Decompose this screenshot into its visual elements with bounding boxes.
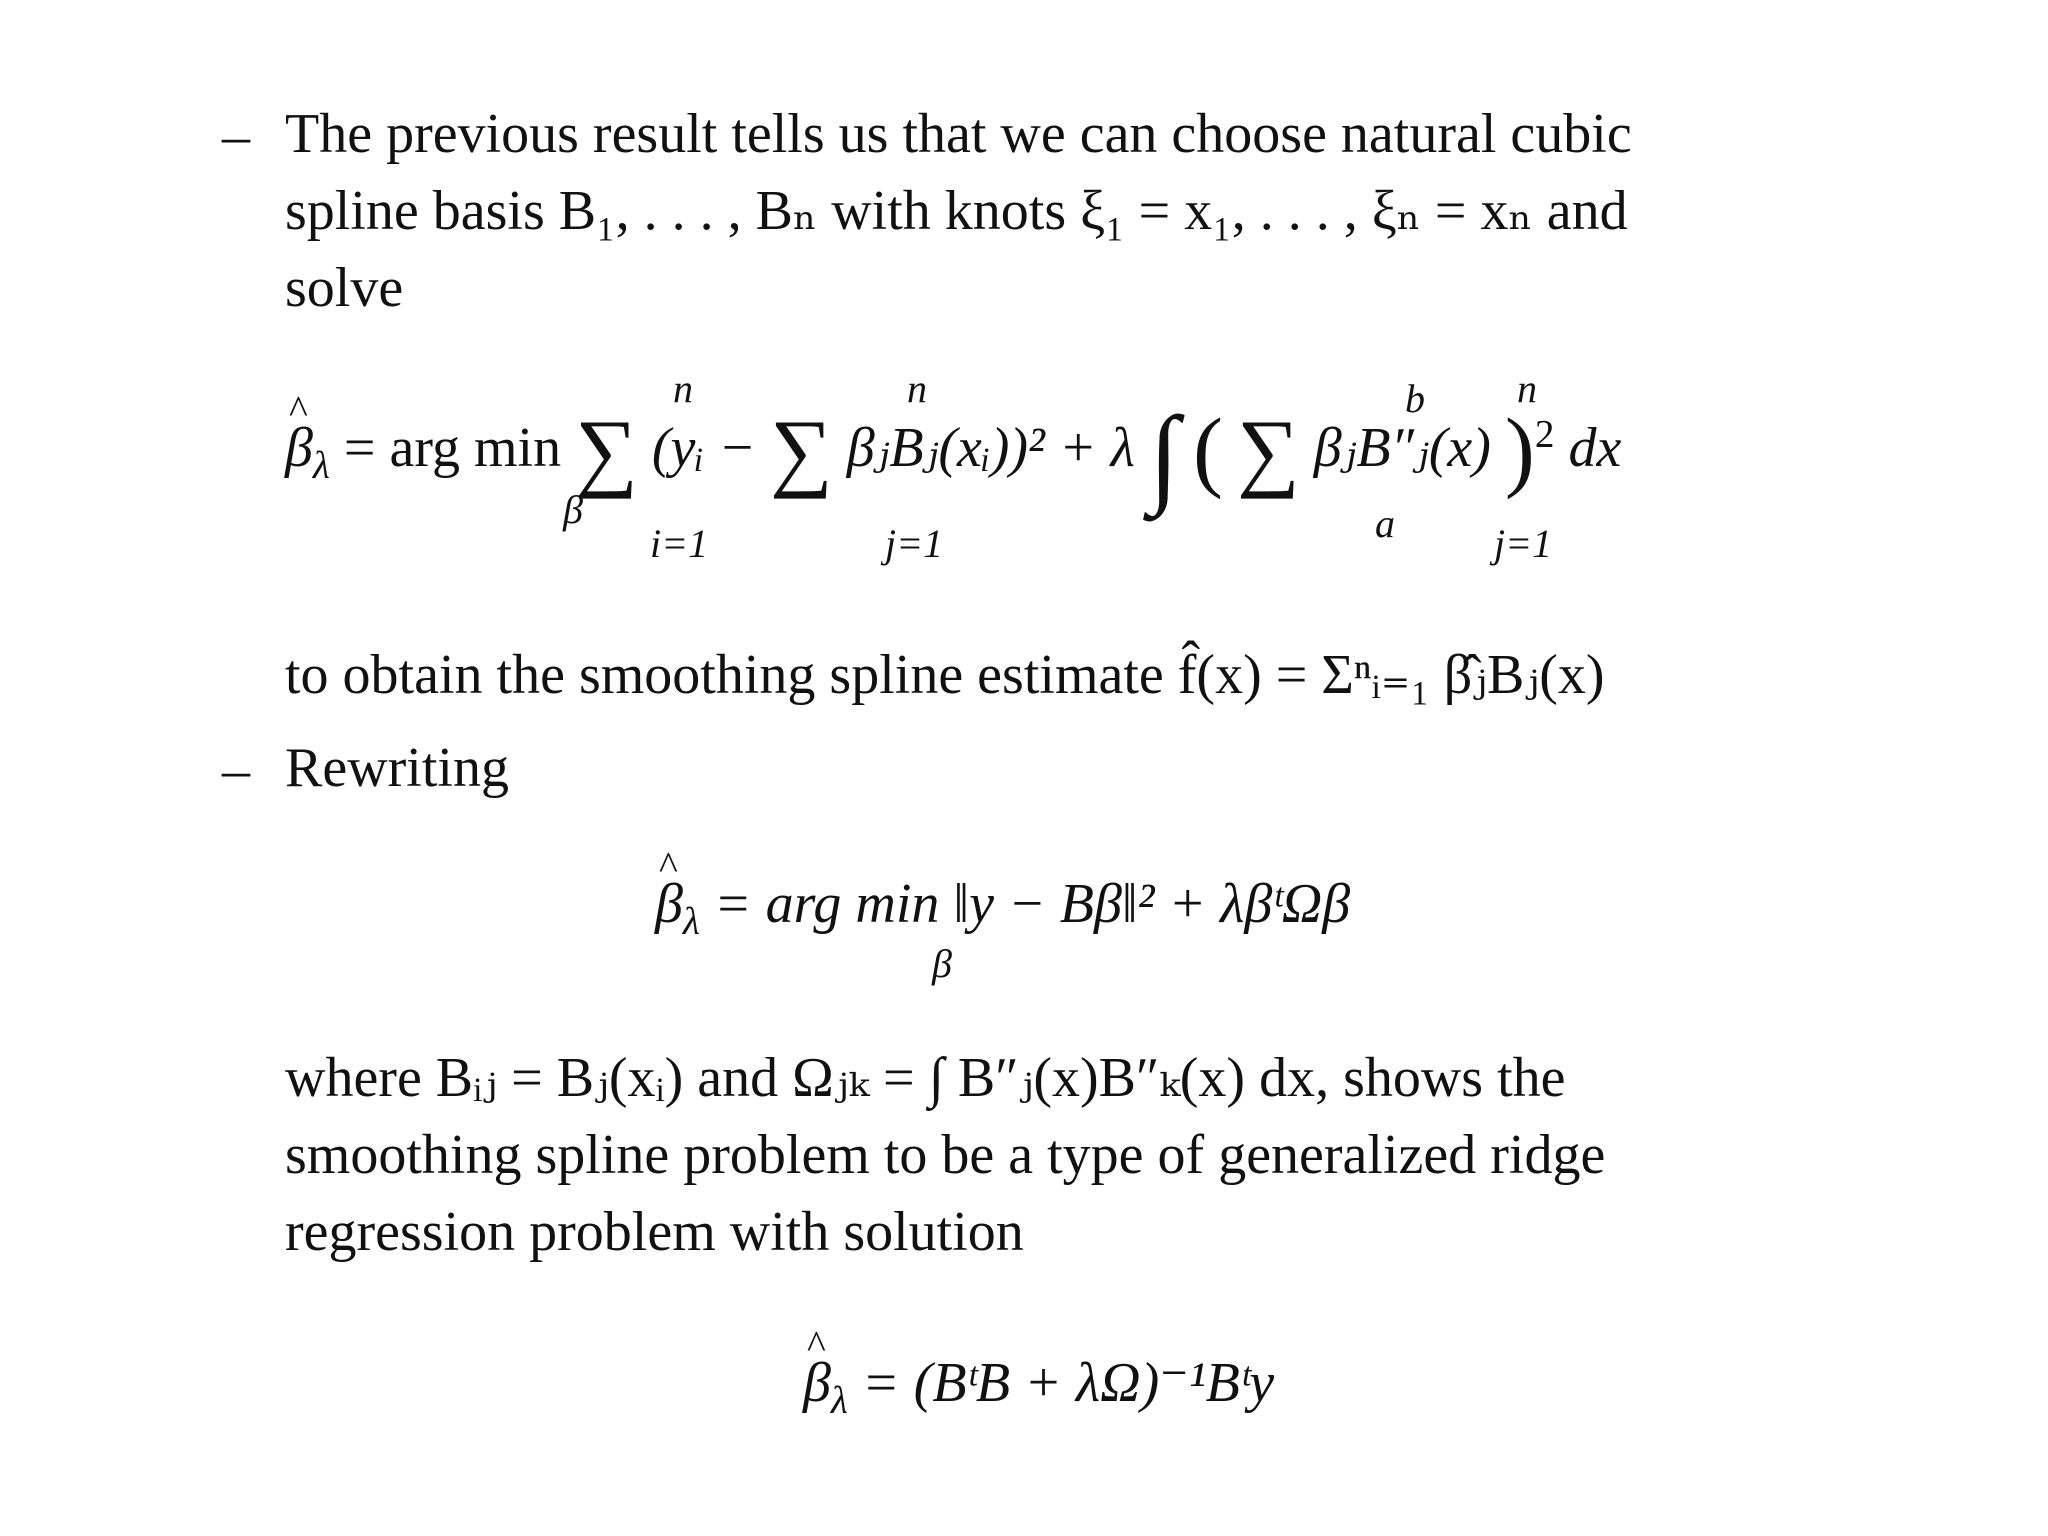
eq1-int-bottom: a — [1375, 501, 1395, 546]
eq1-sum2-bottom: j=1 — [885, 521, 944, 566]
bullet-marker-2: – — [222, 739, 250, 801]
bullet-marker-1: – — [222, 105, 250, 167]
eq1-argmin-sub: β — [563, 487, 583, 532]
eq1-lhs-sub: λ — [312, 444, 330, 488]
where-line-1: where Bᵢⱼ = Bⱼ(xᵢ) and Ωⱼₖ = ∫ B″ⱼ(x)B″ₖ(x) dx, shows the — [285, 1047, 1566, 1109]
eq1-sum-2: ∑ — [769, 403, 833, 500]
where-line-2: smoothing spline problem to be a type of generalized ridge — [285, 1124, 1606, 1186]
eq1-lhs: ^ β — [285, 416, 313, 480]
eq1-sum3-bottom: j=1 — [1494, 521, 1553, 566]
eq1-int-top: b — [1405, 376, 1425, 421]
bullet-1-line-2: spline basis B₁, . . . , Bₙ with knots ξ₁ = x₁, . . . , ξₙ = xₙ and — [285, 180, 1628, 242]
eq1-sum3-top: n — [1517, 366, 1537, 411]
eq2-lhs-sub: λ — [682, 900, 700, 944]
eq2-lhs: ^ β — [655, 872, 683, 936]
where-line-3: regression problem with solution — [285, 1201, 1024, 1263]
estimate-line: to obtain the smoothing spline estimate f̂(x) = Σⁿᵢ₌₁ β̂ⱼBⱼ(x) — [285, 644, 1605, 706]
eq1-integral: ∫ — [1148, 394, 1180, 516]
eq1-term-1: (yᵢ − — [651, 417, 756, 479]
equation-2 — [655, 872, 1351, 944]
eq1-sum2-top: n — [907, 366, 927, 411]
bullet-1-line-1: The previous result tells us that we can choose natural cubic — [285, 103, 1632, 165]
eq2-rhs: = arg min ‖y − Bβ‖² + λβᵗΩβ — [713, 873, 1351, 935]
eq1-dx: dx — [1568, 417, 1622, 479]
bullet-1-line-3: solve — [285, 257, 404, 319]
eq1-sum-1: ∑ — [575, 403, 638, 500]
eq1-sum1-bottom: i=1 — [650, 521, 709, 566]
eq3-lhs: ^ β — [803, 1351, 831, 1415]
eq2-argmin-sub: β — [932, 941, 952, 986]
eq3-lhs-sub: λ — [830, 1379, 848, 1423]
eq1-power: 2 — [1534, 412, 1555, 456]
eq1-left-paren: ( — [1193, 401, 1224, 500]
eq1-sum1-top: n — [673, 366, 693, 411]
equation-3 — [803, 1350, 1275, 1423]
eq1-sum-3: ∑ — [1237, 403, 1300, 500]
eq1-term-3: βⱼB″ⱼ(x) — [1313, 417, 1491, 479]
eq1-argmin: = arg min — [343, 417, 562, 479]
eq1-term-2: βⱼBⱼ(xᵢ))² + λ — [846, 417, 1135, 479]
bullet-2-line-1: Rewriting — [285, 737, 509, 799]
eq3-rhs: = (BᵗB + λΩ)⁻¹Bᵗy — [861, 1352, 1275, 1414]
eq1-right-paren: ) — [1504, 401, 1535, 500]
